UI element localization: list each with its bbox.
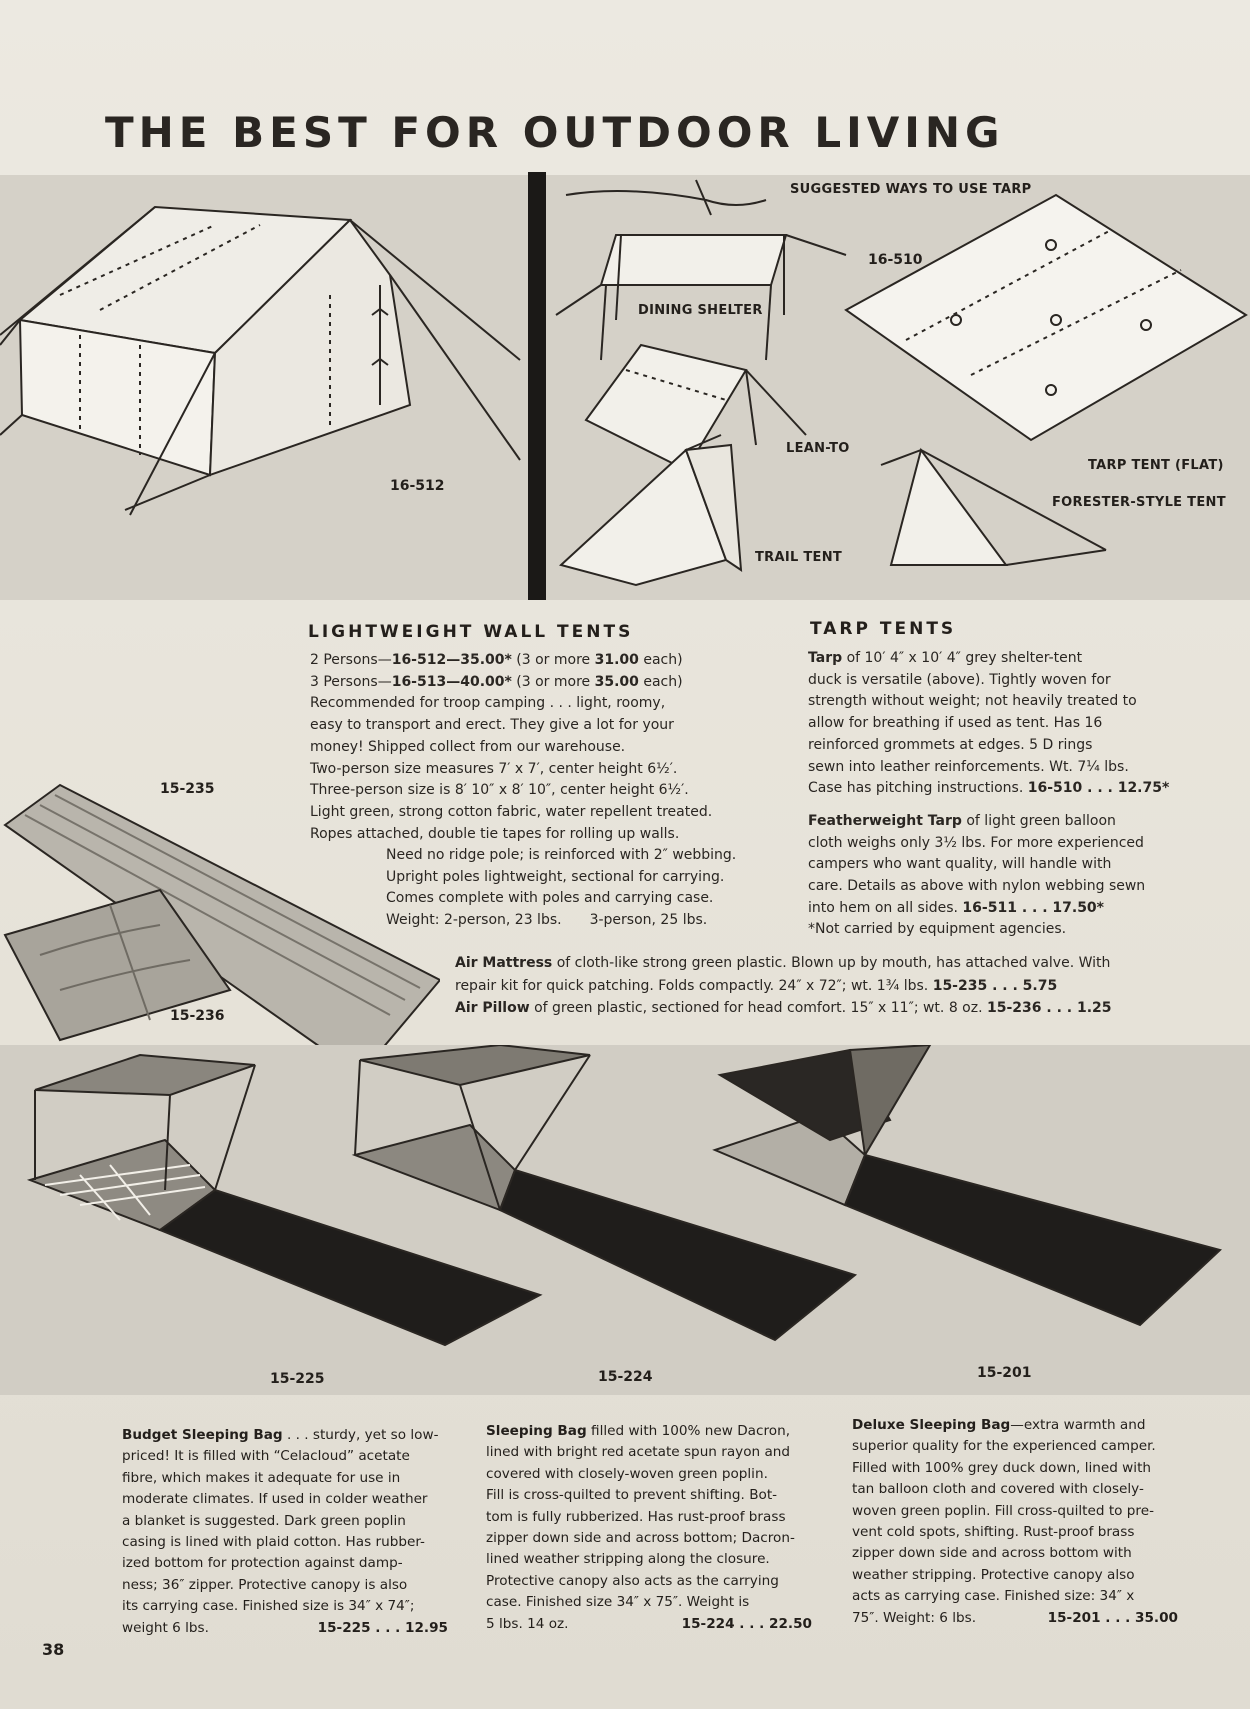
budget-bag-description: Budget Sleeping Bag . . . sturdy, yet so low- priced! It is filled with “Celacloud” acetate fibre, which makes it adequate for use in moderate climates. If used in colder weather a blanket is suggested. Dark green poplin casing is lined with plaid cotton. Has rubber- ized bottom for protection against damp- ness; 36″ zipper. Protective canopy is also its carrying case. Finished size is 34″ x 74″; weight 6 lbs. 15-225 . . . 12.95 bbox=[122, 1427, 448, 1636]
tarp-tent-flat-label: TARP TENT (FLAT) bbox=[1088, 458, 1224, 473]
wall-tent-illustration bbox=[0, 175, 528, 600]
wall-tents-heading: LIGHTWEIGHT WALL TENTS bbox=[308, 622, 634, 642]
vertical-divider bbox=[528, 172, 546, 600]
tarp-tents-heading: TARP TENTS bbox=[810, 619, 957, 639]
dacron-bag-description: Sleeping Bag filled with 100% new Dacron, lined with bright red acetate spun rayon and covered with closely-woven green poplin. Fill is cross-quilted to prevent shifting. Bot- tom is fully rubberized. Has rust-proof brass zipper down side and across bottom; Dacron- lined weather stripping along the closure. Protective canopy also acts as the carrying case. Finished size 34″ x 75″. Weight is 5 lbs. 14 oz. 15-224 . . . 22.50 bbox=[486, 1423, 812, 1632]
tarp-tents-description: Tarp of 10′ 4″ x 10′ 4″ grey shelter-tent duck is versatile (above). Tightly woven for strength without weight; not heavily treated to allow for breathing if used as tent. Has 16 reinforced grommets at edges. 5 D rings sewn into leather reinforcements. Wt. 7¼ lbs. Case has pitching instructions. 16-510 . . . 12.75* Featherweight Tarp of light green balloon cloth weighs only 3½ lbs. For more experienced campers who want quality, will handle with care. Details as above with nylon webbing sewn into hem on all sides. 16-511 . . . 17.50* *Not carried by equipment agencies. bbox=[808, 648, 1169, 941]
dining-shelter-label: DINING SHELTER bbox=[638, 303, 763, 318]
page-number: 38 bbox=[42, 1640, 65, 1659]
air-products-description: Air Mattress of cloth-like strong green plastic. Blown up by mouth, has attached valve. With repair kit for quick patching. Folds compactly. 24″ x 72″; wt. 1¾ lbs. 15-235 . . . 5.75 Air Pillow of green plastic, sectioned for head comfort. 15″ x 11″; wt. 8 oz. 15-236 . . . 1.25 bbox=[455, 955, 1112, 1016]
wall-tent-code: 16-512 bbox=[390, 478, 445, 494]
footnote: *Not carried by equipment agencies. bbox=[808, 921, 1067, 938]
wall-tents-indented: Need no ridge pole; is reinforced with 2″ webbing. Upright poles lightweight, sectional for carrying. Comes complete with poles and carrying case. Weight: 2-person, 23 lbs. 3-person, 25 lbs. bbox=[386, 845, 736, 932]
bag3-code-label: 15-201 bbox=[977, 1365, 1032, 1381]
tarp-uses-illustration bbox=[546, 175, 1250, 600]
two-person-price-line: 2 Persons—16-512—35.00* (3 or more 31.00 each) bbox=[310, 652, 683, 668]
tarp-uses-heading: SUGGESTED WAYS TO USE TARP bbox=[790, 182, 1032, 197]
bag1-code-label: 15-225 bbox=[270, 1371, 325, 1387]
mattress-code-label: 15-235 bbox=[160, 781, 215, 797]
page-title: THE BEST FOR OUTDOOR LIVING bbox=[105, 108, 1005, 157]
trail-tent-label: TRAIL TENT bbox=[755, 550, 843, 565]
lean-to-label: LEAN-TO bbox=[786, 441, 850, 456]
bag2-code-label: 15-224 bbox=[598, 1369, 653, 1385]
pillow-code-label: 15-236 bbox=[170, 1008, 225, 1024]
wall-tents-description: 2 Persons—16-512—35.00* (3 or more 31.00 each) 3 Persons—16-513—40.00* (3 or more 35.00 each) Recommended for troop camping . . . light, roomy, easy to transport and erect. They give a lot for your money! Shipped collect from our warehouse. Two-person size measures 7′ x 7′, center height 6½′. Three-person size is 8′ 10″ x 8′ 10″, center height 6½′. Light green, strong cotton fabric, water repellent treated. Ropes attached, double tie tapes for rolling up walls. bbox=[310, 652, 713, 842]
tarp-code-label: 16-510 bbox=[868, 252, 923, 268]
sleeping-bags-illustration bbox=[0, 1045, 1250, 1395]
forester-tent-label: FORESTER-STYLE TENT bbox=[1052, 495, 1226, 510]
weight-line: Weight: 2-person, 23 lbs. 3-person, 25 lbs. bbox=[386, 912, 708, 929]
three-person-price-line: 3 Persons—16-513—40.00* (3 or more 35.00 each) bbox=[310, 673, 683, 690]
deluxe-bag-description: Deluxe Sleeping Bag—extra warmth and superior quality for the experienced camper. Filled with 100% grey duck down, lined with tan balloon cloth and covered with closely- woven green poplin. Fill cross-quilted to pre- vent cold spots, shifting. Rust-proof brass zipper down side and across bottom with weather stripping. Protective canopy also acts as carrying case. Finished size: 34″ x 75″. Weight: 6 lbs. 15-201 . . . 35.00 bbox=[852, 1417, 1178, 1626]
